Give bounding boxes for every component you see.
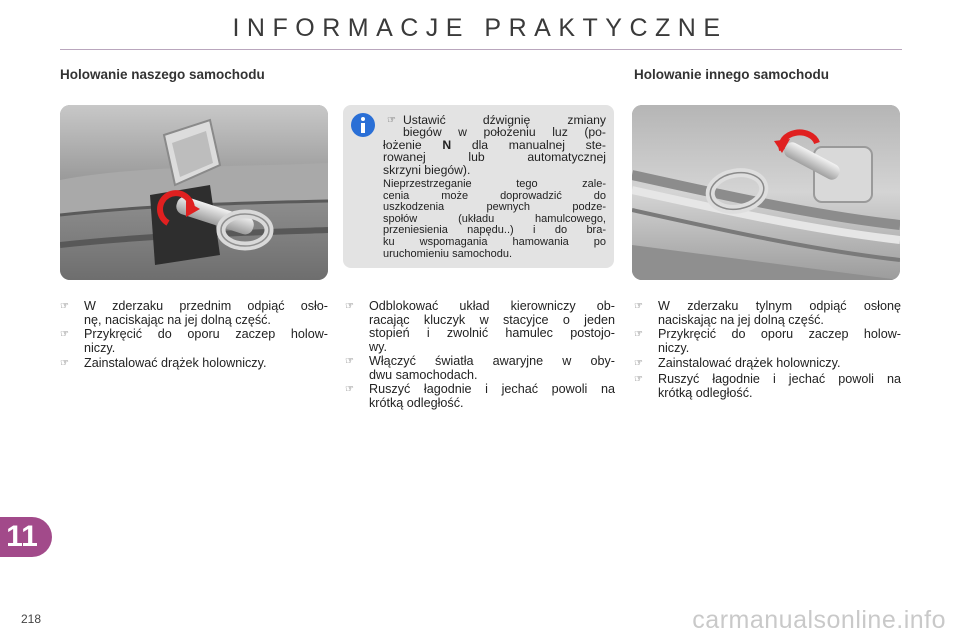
list-item	[60, 300, 328, 330]
watermark: carmanualsonline.info	[692, 606, 946, 634]
list-item	[60, 357, 328, 373]
rear-tow-eye-photo	[632, 105, 900, 280]
step-line: Przykręcić do oporu zaczep holow-	[84, 327, 328, 341]
note-instruction	[403, 114, 606, 139]
step-line: Przykręcić do oporu zaczep holow-	[658, 327, 901, 341]
step-line: krótką odległość.	[369, 395, 464, 410]
bullet-icon: ☞	[60, 329, 69, 340]
note-line: Nieprzestrzeganie tego zale-	[383, 178, 606, 190]
step-line: dwu samochodach.	[369, 367, 478, 382]
step-line: Odblokować układ kierowniczy ob-	[369, 299, 615, 313]
list-item	[634, 357, 901, 373]
step-line: Ruszyć łagodnie i jechać powoli na	[369, 382, 615, 396]
step-line: nę, naciskając na jej dolną część.	[84, 312, 271, 327]
list-item	[634, 300, 901, 330]
bullet-icon: ☞	[345, 301, 354, 312]
neutral-gear-label: N	[442, 137, 452, 152]
step-line: Ruszyć łagodnie i jechać powoli na	[658, 372, 901, 386]
step-line: niczy.	[84, 340, 116, 355]
step-line: W zderzaku tylnym odpiąć osłonę	[658, 299, 901, 313]
step-line: stopień i zwolnić hamulec postojo-	[369, 326, 615, 340]
list-item	[345, 383, 615, 413]
bullet-icon: ☞	[634, 374, 643, 385]
list-item	[345, 300, 615, 358]
page-title: INFORMACJE PRAKTYCZNE	[232, 14, 728, 42]
note-line: społów (układu hamulcowego,	[383, 212, 606, 225]
section-title-own-car: Holowanie naszego samochodu	[60, 67, 265, 82]
note-text-part: dla manualnej ste-	[471, 137, 606, 152]
step-line: Włączyć światła awaryjne w oby-	[369, 354, 615, 368]
list-item	[345, 355, 615, 385]
note-line: rowanej lub automatycznej	[383, 150, 606, 165]
note-line: skrzyni biegów).	[383, 162, 471, 177]
front-tow-eye-photo	[60, 105, 328, 280]
note-line: przeniesienia napędu..) i do bra-	[383, 224, 606, 237]
bullet-icon: ☞	[387, 115, 396, 126]
info-icon	[351, 113, 375, 137]
bullet-icon: ☞	[634, 301, 643, 312]
bullet-icon: ☞	[634, 329, 643, 340]
note-text-part: łożenie	[383, 137, 422, 152]
bullet-icon: ☞	[60, 301, 69, 312]
step-line: racając kluczyk w stacyjce o jeden	[369, 312, 615, 327]
note-warning	[383, 179, 606, 260]
list-item	[634, 373, 901, 403]
step-line: krótką odległość.	[658, 385, 753, 400]
page-number: 218	[21, 612, 42, 626]
step-line: wy.	[369, 339, 387, 354]
list-item	[60, 328, 328, 358]
section-title-other-car: Holowanie innego samochodu	[634, 67, 830, 82]
bullet-icon: ☞	[60, 358, 69, 369]
chapter-number: 11	[6, 520, 38, 553]
step-line: W zderzaku przednim odpiąć osło-	[84, 299, 328, 313]
step-line: Zainstalować drążek holowniczy.	[84, 356, 267, 370]
list-item	[634, 328, 901, 358]
note-instruction-cont	[383, 139, 606, 176]
bullet-icon: ☞	[345, 384, 354, 395]
bullet-icon: ☞	[634, 358, 643, 369]
step-line: niczy.	[658, 340, 690, 355]
note-line: uszkodzenia pewnych podze-	[383, 201, 606, 214]
step-line: Zainstalować drążek holowniczy.	[658, 356, 841, 370]
note-line: cenia może doprowadzić do	[383, 189, 606, 202]
note-line: ku wspomagania hamowania po	[383, 235, 606, 248]
info-note	[343, 105, 614, 268]
note-line: biegów w położeniu luz (po-	[403, 125, 606, 140]
bullet-icon: ☞	[345, 356, 354, 367]
step-line: naciskając na jej dolną część.	[658, 312, 824, 327]
note-line: uruchomieniu samochodu.	[383, 247, 513, 260]
note-line: Ustawić dźwignię zmiany	[403, 113, 606, 127]
header-divider	[60, 49, 902, 50]
